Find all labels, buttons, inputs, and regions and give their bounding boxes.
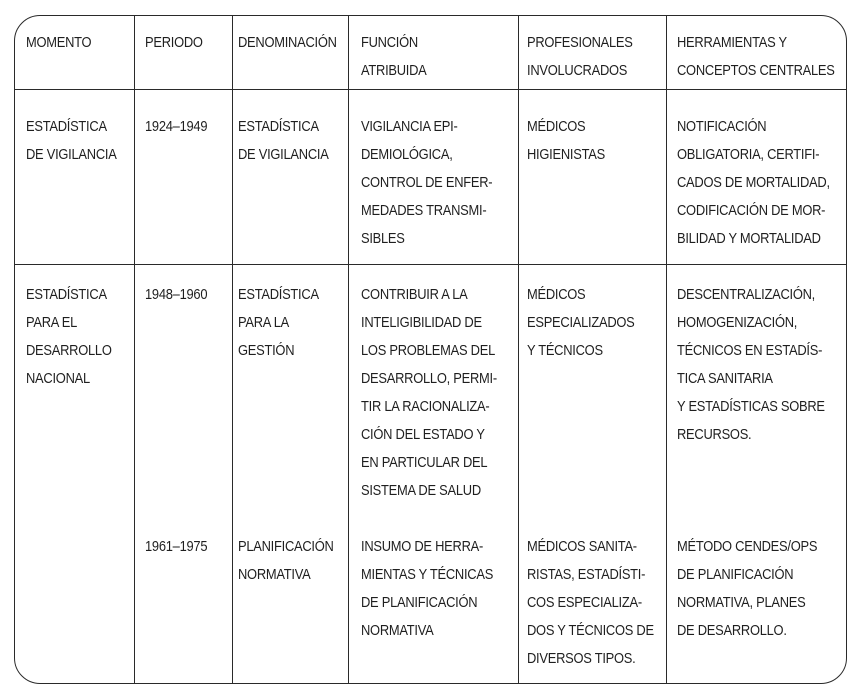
row2-denominacion: ESTADÍSTICA PARA LA GESTIÓN (238, 286, 319, 359)
header-periodo: PERIODO (145, 34, 203, 51)
row2-periodo: 1948–1960 (145, 286, 208, 303)
row1-funcion: VIGILANCIA EPI- DEMIOLÓGICA, CONTROL DE ENFER- MEDADES TRANSMI- SIBLES (361, 118, 493, 247)
column-divider (518, 16, 519, 683)
row1-denominacion: ESTADÍSTICA DE VIGILANCIA (238, 118, 329, 163)
column-divider (232, 16, 233, 683)
row1-profesionales: MÉDICOS HIGIENISTAS (527, 118, 605, 163)
row2-herramientas: DESCENTRALIZACIÓN, HOMOGENIZACIÓN, TÉCNICOS EN ESTADÍS- TICA SANITARIA Y ESTADÍSTICAS SOBRE RECURSOS. (677, 286, 825, 443)
row2-profesionales: MÉDICOS ESPECIALIZADOS Y TÉCNICOS (527, 286, 635, 359)
row-divider (15, 264, 846, 265)
row3-denominacion: PLANIFICACIÓN NORMATIVA (238, 538, 334, 583)
header-herramientas: HERRAMIENTAS Y CONCEPTOS CENTRALES (677, 34, 835, 79)
row1-periodo: 1924–1949 (145, 118, 208, 135)
row-divider (15, 89, 846, 90)
row3-funcion: INSUMO DE HERRA- MIENTAS Y TÉCNICAS DE PLANIFICACIÓN NORMATIVA (361, 538, 494, 639)
header-profesionales: PROFESIONALES INVOLUCRADOS (527, 34, 633, 79)
row1-momento: ESTADÍSTICA DE VIGILANCIA (26, 118, 117, 163)
column-divider (348, 16, 349, 683)
column-divider (666, 16, 667, 683)
row2-funcion: CONTRIBUIR A LA INTELIGIBILIDAD DE LOS PROBLEMAS DEL DESARROLLO, PERMI- TIR LA RACIONALIZA- CIÓN DEL ESTADO Y EN PARTICULAR DEL SISTEMA DE SALUD (361, 286, 497, 499)
table-frame (14, 15, 847, 684)
column-divider (134, 16, 135, 683)
header-denominacion: DENOMINACIÓN (238, 34, 337, 51)
row3-profesionales: MÉDICOS SANITA- RISTAS, ESTADÍSTI- COS ESPECIALIZA- DOS Y TÉCNICOS DE DIVERSOS TIPOS. (527, 538, 654, 667)
header-momento: MOMENTO (26, 34, 92, 51)
header-funcion: FUNCIÓN ATRIBUIDA (361, 34, 427, 79)
row3-herramientas: MÉTODO CENDES/OPS DE PLANIFICACIÓN NORMATIVA, PLANES DE DESARROLLO. (677, 538, 818, 639)
row2-momento: ESTADÍSTICA PARA EL DESARROLLO NACIONAL (26, 286, 112, 387)
row1-herramientas: NOTIFICACIÓN OBLIGATORIA, CERTIFI- CADOS DE MORTALIDAD, CODIFICACIÓN DE MOR- BILIDAD Y MORTALIDAD (677, 118, 830, 247)
row3-periodo: 1961–1975 (145, 538, 208, 555)
